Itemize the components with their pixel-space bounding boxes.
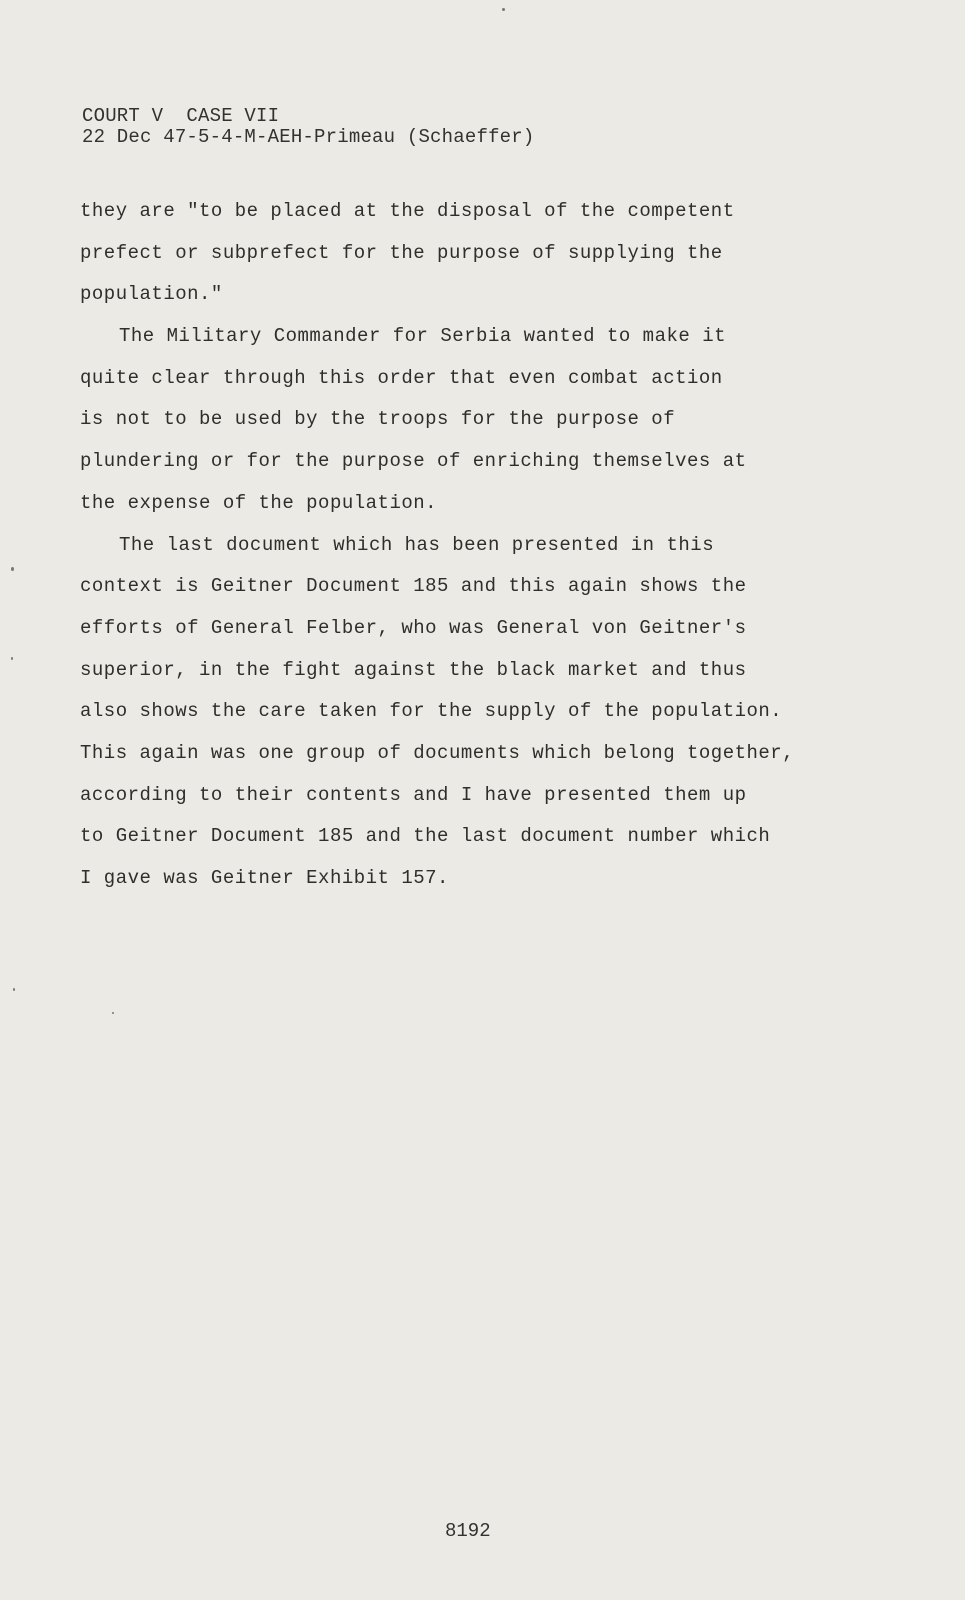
paper-speck: [112, 1012, 114, 1014]
text-line: they are "to be placed at the disposal of the competent: [80, 200, 735, 222]
text-line: efforts of General Felber, who was General von Geitner's: [80, 616, 747, 639]
text-line: quite clear through this order that even combat action: [80, 366, 723, 389]
paragraph-start-line: The Military Commander for Serbia wanted to make it: [119, 325, 726, 348]
text-line: superior, in the fight against the black market and thus: [80, 658, 747, 681]
text-line: prefect or subprefect for the purpose of supplying the: [80, 241, 723, 264]
paper-speck: [13, 988, 15, 991]
text-line: also shows the care taken for the supply of the population.: [80, 700, 783, 723]
text-line: is not to be used by the troops for the purpose of: [80, 408, 676, 431]
page-number: 8192: [445, 1520, 491, 1542]
court-case-line: COURT V CASE VII: [82, 105, 280, 127]
text-line: plundering or for the purpose of enriching themselves at: [80, 450, 747, 473]
text-line: I gave was Geitner Exhibit 157.: [80, 867, 449, 889]
paper-speck: [11, 567, 14, 571]
text-line: population.": [80, 283, 223, 306]
document-header: [82, 106, 534, 148]
text-line: the expense of the population.: [80, 491, 438, 514]
paragraph-start-line: The last document which has been presented in this: [119, 533, 715, 556]
transcript-reference-line: 22 Dec 47-5-4-M-AEH-Primeau (Schaeffer): [82, 126, 535, 148]
transcript-body: [80, 191, 840, 900]
text-line: This again was one group of documents which belong together,: [80, 741, 795, 764]
text-line: according to their contents and I have presented them up: [80, 783, 747, 806]
text-line: to Geitner Document 185 and the last document number which: [80, 825, 771, 848]
text-line: context is Geitner Document 185 and this again shows the: [80, 575, 747, 598]
paper-speck: [502, 8, 505, 11]
paper-speck: [11, 657, 13, 660]
